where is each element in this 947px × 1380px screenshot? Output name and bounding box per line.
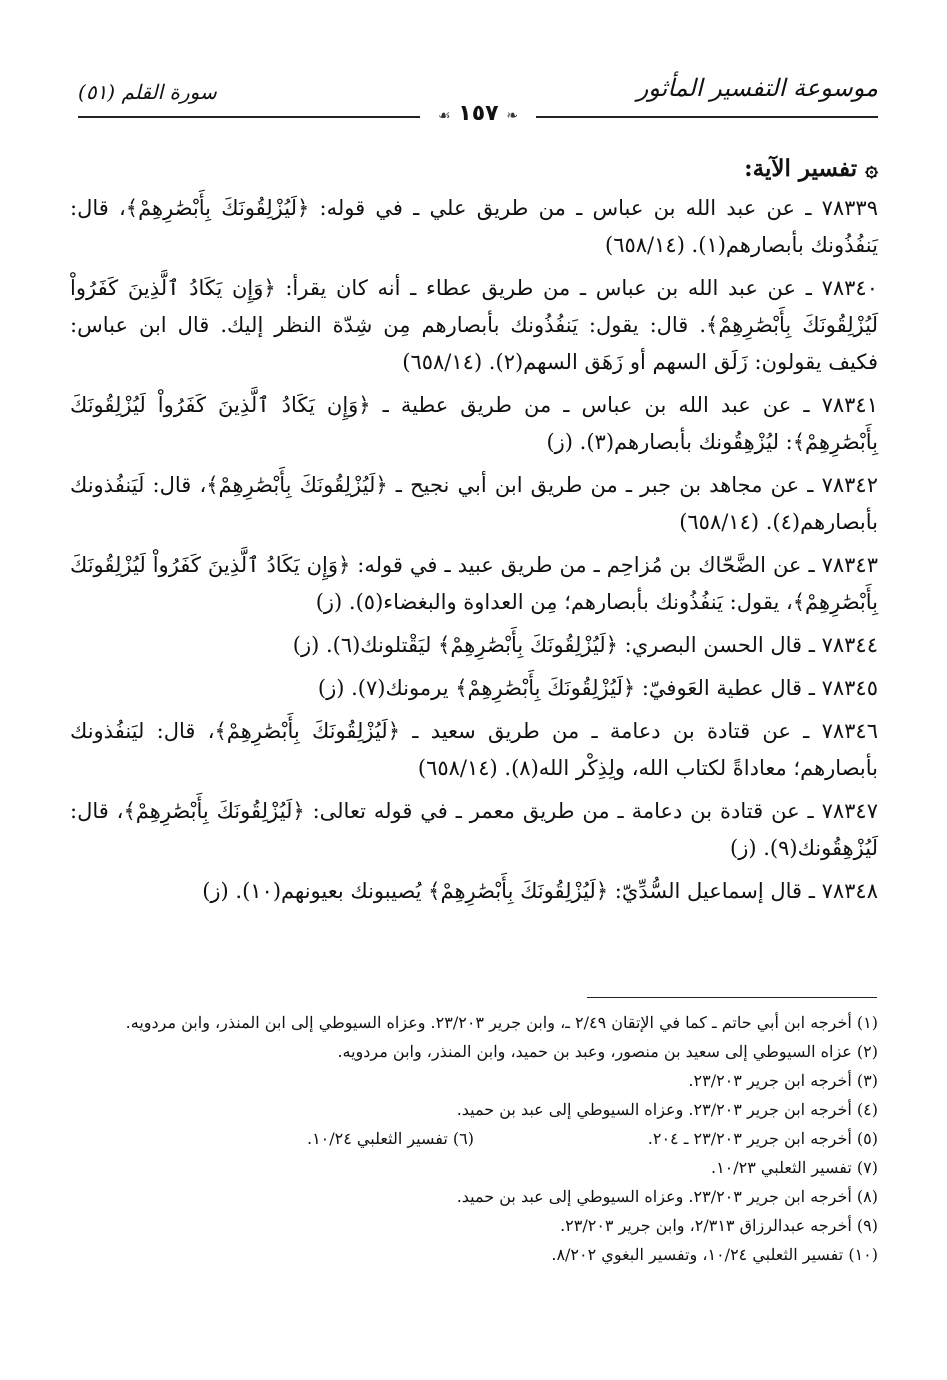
footnote: (٧) تفسير الثعلبي ١٠/٢٣. [710, 1158, 878, 1177]
footnote: (١) أخرجه ابن أبي حاتم ـ كما في الإتقان ٢/٤٩ ـ، وابن جرير ٢٣/٢٠٣. وعزاه السيوطي إلى ابن المنذر، وابن مردويه. [125, 1013, 878, 1032]
footnote-row [70, 1124, 878, 1153]
star-ornament-icon: ۞ [865, 156, 878, 182]
book-title: موسوعة التفسير المأثور [636, 74, 878, 102]
narration-entry: ٧٨٣٣٩ ـ عن عبد الله بن عباس ـ من طريق علي ـ في قوله: ﴿لَيُزْلِقُونَكَ بِأَبْصَٰرِهِمْ﴾، قال: يَنفُذُونك بأبصارهم(١). (٦٥٨/١٤) [70, 196, 878, 257]
narration-entry: ٧٨٣٤٦ ـ عن قتادة بن دعامة ـ من طريق سعيد ـ ﴿لَيُزْلِقُونَكَ بِأَبْصَٰرِهِمْ﴾، قال: ليَنفُذونك بأبصارهم؛ معاداةً لكتاب الله، ولِذِكْر الله(٨). (٦٥٨/١٤) [70, 719, 878, 780]
page-number-block [78, 100, 878, 126]
ornament-icon: ❧ [506, 108, 518, 124]
ornament-icon: ☙ [438, 108, 451, 124]
narration-entry: ٧٨٣٤٤ ـ قال الحسن البصري: ﴿لَيُزْلِقُونَكَ بِأَبْصَٰرِهِمْ﴾ ليَقْتلونك(٦). (ز) [292, 633, 878, 657]
narration-entry: ٧٨٣٤١ ـ عن عبد الله بن عباس ـ من طريق عطية ـ ﴿وَإِن يَكَادُ ٱلَّذِينَ كَفَرُواْ لَيُزْلِقُونَكَ بِأَبْصَٰرِهِمْ﴾: ليُزْهِقُونك بأبصارهم(٣). (ز) [70, 393, 878, 454]
footnote: (٢) عزاه السيوطي إلى سعيد بن منصور، وعبد بن حميد، وابن المنذر، وابن مردويه. [337, 1042, 878, 1061]
surah-label: سورة القلم (٥١) [78, 80, 217, 104]
page-number: ١٥٧ [458, 101, 499, 126]
footnote-separator [587, 997, 877, 998]
page-header [78, 70, 878, 130]
narration-entry: ٧٨٣٤٨ ـ قال إسماعيل السُّدِّيّ: ﴿لَيُزْلِقُونَكَ بِأَبْصَٰرِهِمْ﴾ يُصيبونك بعيونهم(١٠). (ز) [202, 879, 878, 903]
footnote: (٦) تفسير الثعلبي ١٠/٢٤. [306, 1129, 474, 1148]
main-text [70, 150, 878, 916]
narration-entry: ٧٨٣٤٧ ـ عن قتادة بن دعامة ـ من طريق معمر ـ في قوله تعالى: ﴿لَيُزْلِقُونَكَ بِأَبْصَٰرِهِمْ﴾، قال: لَيُزْهِقُونك(٩). (ز) [70, 799, 878, 860]
footnote: (٣) أخرجه ابن جرير ٢٣/٢٠٣. [688, 1071, 878, 1090]
footnote: (٤) أخرجه ابن جرير ٢٣/٢٠٣. وعزاه السيوطي إلى عبد بن حميد. [456, 1100, 878, 1119]
section-title: تفسير الآية: [744, 155, 858, 182]
narration-entry: ٧٨٣٤٣ ـ عن الضَّحّاك بن مُزاحِم ـ من طريق عبيد ـ في قوله: ﴿وَإِن يَكَادُ ٱلَّذِينَ كَفَرُواْ لَيُزْلِقُونَكَ بِأَبْصَٰرِهِمْ﴾، يقول: يَنفُذُونك بأبصارهم؛ مِن العداوة والبغضاء(٥). (ز) [70, 553, 878, 614]
narration-entry: ٧٨٣٤٠ ـ عن عبد الله بن عباس ـ من طريق عطاء ـ أنه كان يقرأ: ﴿وَإِن يَكَادُ ٱلَّذِينَ كَفَرُواْ لَيُزْلِقُونَكَ بِأَبْصَٰرِهِمْ﴾. قال: يقول: يَنفُذُونك بأبصارهم مِن شِدّة النظر إليك. قال ابن عباس: فكيف يقولون: زَلَق السهم أو زَهَق السهم(٢). (٦٥٨/١٤) [70, 276, 878, 374]
footnotes [70, 1008, 878, 1269]
narration-entry: ٧٨٣٤٥ ـ قال عطية العَوفيّ: ﴿لَيُزْلِقُونَكَ بِأَبْصَٰرِهِمْ﴾ يرمونك(٧). (ز) [317, 676, 878, 700]
footnote: (١٠) تفسير الثعلبي ١٠/٢٤، وتفسير البغوي ٨/٢٠٢. [551, 1245, 878, 1264]
narration-entry: ٧٨٣٤٢ ـ عن مجاهد بن جبر ـ من طريق ابن أبي نجيح ـ ﴿لَيُزْلِقُونَكَ بِأَبْصَٰرِهِمْ﴾، قال: لَيَنفُذونك بأبصارهم(٤). (٦٥٨/١٤) [70, 473, 878, 534]
footnote: (٨) أخرجه ابن جرير ٢٣/٢٠٣. وعزاه السيوطي إلى عبد بن حميد. [456, 1187, 878, 1206]
section-heading [70, 150, 878, 188]
footnote: (٩) أخرجه عبدالرزاق ٢/٣١٣، وابن جرير ٢٣/٢٠٣. [560, 1216, 878, 1235]
footnote: (٥) أخرجه ابن جرير ٢٣/٢٠٣ ـ ٢٠٤. [647, 1129, 878, 1148]
